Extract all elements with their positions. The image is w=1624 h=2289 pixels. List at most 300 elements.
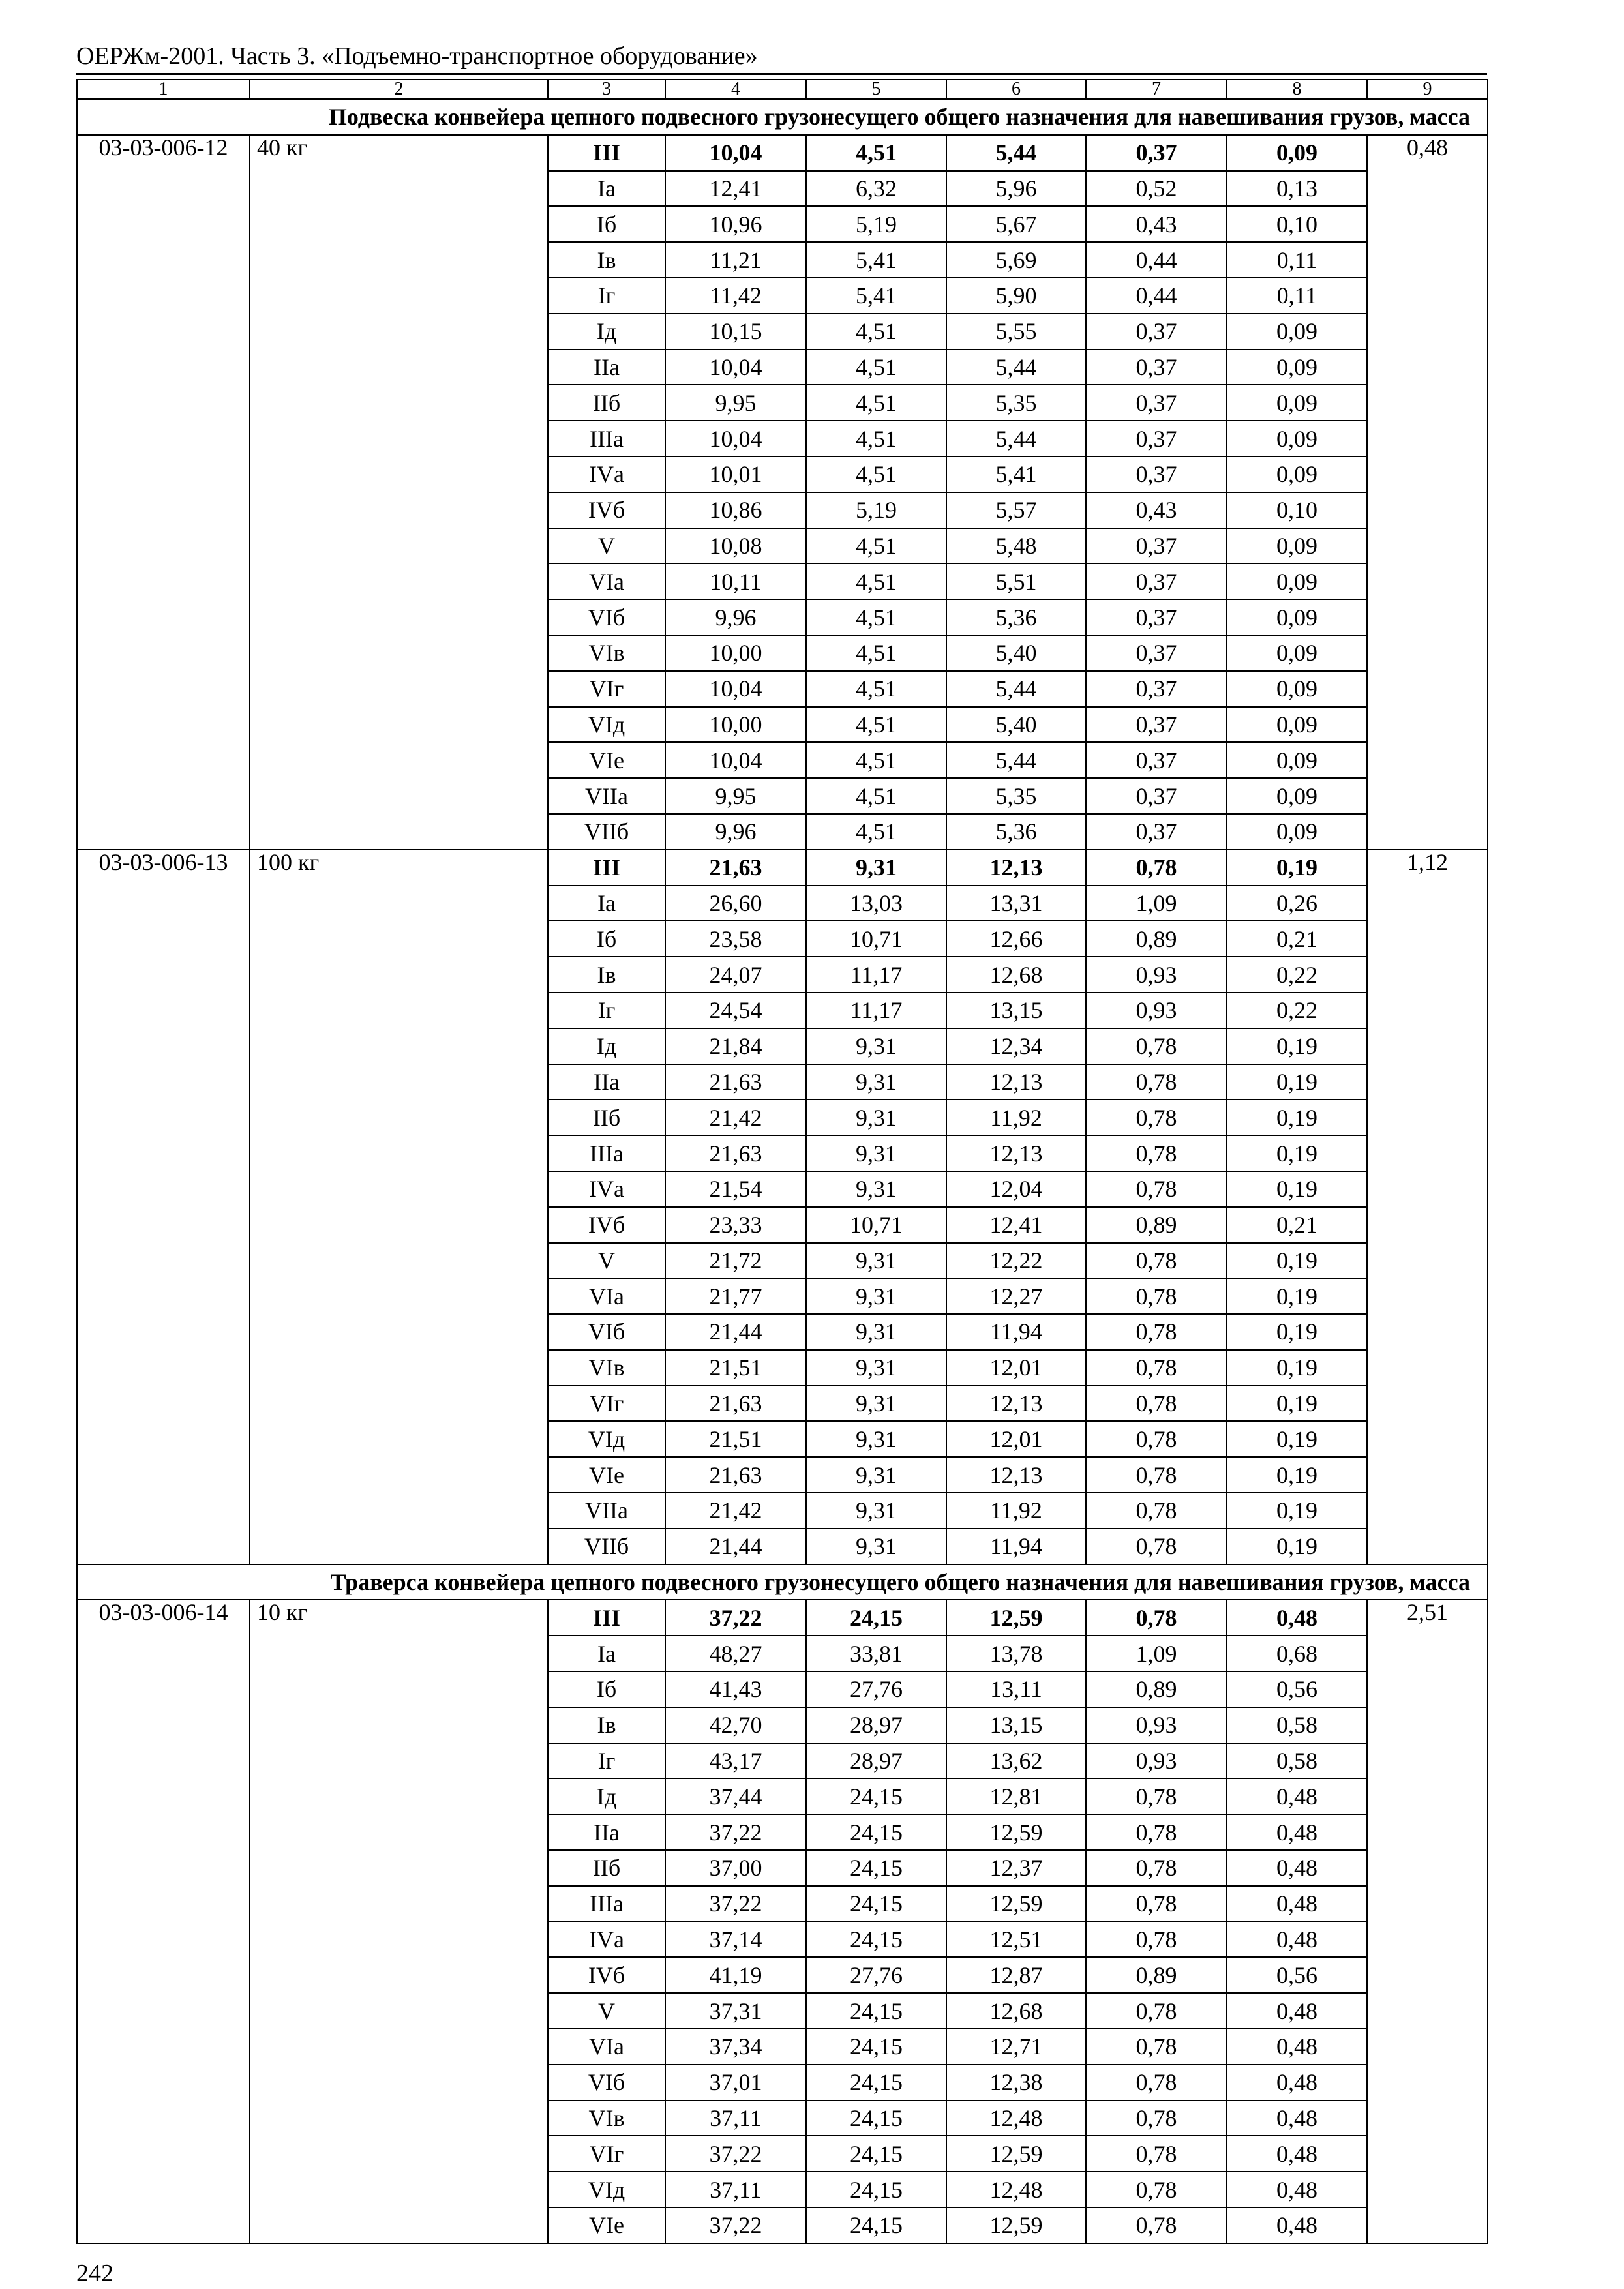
value-cell: 0,48 (1227, 2065, 1367, 2101)
value-cell: 0,78 (1086, 1850, 1227, 1886)
value-cell: 37,01 (665, 2065, 806, 2101)
zone-label: IVа (548, 456, 665, 492)
zone-label: Iа (548, 1636, 665, 1671)
value-cell: 0,89 (1086, 1671, 1227, 1707)
value-cell: 5,35 (946, 385, 1086, 421)
value-cell: 5,35 (946, 778, 1086, 814)
value-cell: 0,78 (1086, 2207, 1227, 2243)
value-cell: 24,15 (806, 1600, 946, 1636)
zone-label: VIIб (548, 814, 665, 850)
zone-label: IVа (548, 1171, 665, 1207)
value-cell: 0,78 (1086, 1457, 1227, 1493)
value-cell: 12,13 (946, 1386, 1086, 1422)
value-cell: 0,37 (1086, 421, 1227, 456)
value-cell: 5,41 (806, 278, 946, 314)
value-cell: 21,63 (665, 850, 806, 886)
value-cell: 5,55 (946, 314, 1086, 350)
value-cell: 0,37 (1086, 314, 1227, 350)
value-cell: 48,27 (665, 1636, 806, 1671)
rate-code: 03-03-006-13 (77, 850, 250, 1564)
value-cell: 10,04 (665, 671, 806, 707)
table-row (77, 1600, 1488, 1636)
value-cell: 0,78 (1086, 2136, 1227, 2172)
value-cell: 5,96 (946, 171, 1086, 207)
value-cell: 12,81 (946, 1778, 1086, 1814)
value-cell: 12,59 (946, 2207, 1086, 2243)
value-cell: 12,59 (946, 1886, 1086, 1922)
zone-label: VIб (548, 2065, 665, 2101)
section-title: Траверса конвейера цепного подвесного грузонесущего общего назначения для навешивания грузов, масса (77, 1564, 1488, 1600)
zone-label: IIIа (548, 421, 665, 456)
value-cell: 24,15 (806, 1778, 946, 1814)
value-cell: 0,19 (1227, 1100, 1367, 1135)
value-cell: 0,78 (1086, 1386, 1227, 1422)
value-cell: 5,90 (946, 278, 1086, 314)
value-cell: 4,51 (806, 671, 946, 707)
value-cell: 5,44 (946, 421, 1086, 456)
value-cell: 12,13 (946, 1064, 1086, 1100)
value-cell: 5,19 (806, 492, 946, 528)
zone-label: IVб (548, 492, 665, 528)
zone-label: VIг (548, 1386, 665, 1422)
zone-label: Iб (548, 921, 665, 957)
value-cell: 24,15 (806, 2136, 946, 2172)
value-cell: 11,92 (946, 1100, 1086, 1135)
value-cell: 0,56 (1227, 1671, 1367, 1707)
value-cell: 12,37 (946, 1850, 1086, 1886)
value-cell: 24,15 (806, 2101, 946, 2136)
value-cell: 9,96 (665, 814, 806, 850)
value-cell: 0,48 (1227, 2101, 1367, 2136)
value-cell: 0,09 (1227, 635, 1367, 671)
value-cell: 12,41 (665, 171, 806, 207)
value-cell: 24,15 (806, 2029, 946, 2065)
value-cell: 0,22 (1227, 957, 1367, 993)
value-cell: 0,44 (1086, 242, 1227, 278)
value-cell: 5,67 (946, 206, 1086, 242)
value-cell: 0,93 (1086, 1707, 1227, 1743)
value-cell: 4,51 (806, 456, 946, 492)
value-cell: 12,38 (946, 2065, 1086, 2101)
value-cell: 0,48 (1227, 1850, 1367, 1886)
value-cell: 5,69 (946, 242, 1086, 278)
value-cell: 0,19 (1227, 1493, 1367, 1529)
value-cell: 41,43 (665, 1671, 806, 1707)
value-cell: 0,78 (1086, 1314, 1227, 1350)
zone-label: IVа (548, 1922, 665, 1958)
value-cell: 21,54 (665, 1171, 806, 1207)
zone-label: Iб (548, 206, 665, 242)
value-cell: 0,09 (1227, 563, 1367, 599)
value-cell: 5,57 (946, 492, 1086, 528)
value-cell: 4,51 (806, 742, 946, 778)
value-cell: 0,78 (1086, 1278, 1227, 1314)
value-cell: 0,19 (1227, 1278, 1367, 1314)
value-cell: 1,09 (1086, 1636, 1227, 1671)
header-rule (76, 73, 1487, 75)
value-cell: 9,31 (806, 1314, 946, 1350)
value-cell: 37,31 (665, 1993, 806, 2029)
value-cell: 0,48 (1227, 2136, 1367, 2172)
zone-label: VIIб (548, 1529, 665, 1564)
value-cell: 10,08 (665, 528, 806, 564)
value-cell: 0,78 (1086, 1421, 1227, 1457)
value-cell: 9,31 (806, 1278, 946, 1314)
value-cell: 0,37 (1086, 135, 1227, 171)
value-cell: 5,40 (946, 707, 1086, 743)
value-cell: 4,51 (806, 421, 946, 456)
value-cell: 24,15 (806, 1993, 946, 2029)
zone-label: VIб (548, 1314, 665, 1350)
value-cell: 0,48 (1227, 1886, 1367, 1922)
value-cell: 13,15 (946, 1707, 1086, 1743)
section-title-row (77, 1564, 1488, 1600)
zone-label: IIIа (548, 1886, 665, 1922)
value-cell: 0,89 (1086, 1207, 1227, 1243)
value-cell: 9,31 (806, 1243, 946, 1279)
value-cell: 0,22 (1227, 993, 1367, 1028)
value-cell: 0,93 (1086, 957, 1227, 993)
value-cell: 0,93 (1086, 1743, 1227, 1779)
value-cell: 0,78 (1086, 2065, 1227, 2101)
value-cell: 24,15 (806, 1886, 946, 1922)
value-cell: 12,13 (946, 850, 1086, 886)
zone-label: Iа (548, 886, 665, 921)
value-cell: 0,19 (1227, 1171, 1367, 1207)
zone-label: VIб (548, 599, 665, 635)
value-cell: 9,31 (806, 1529, 946, 1564)
value-cell: 0,19 (1227, 1350, 1367, 1386)
value-cell: 10,96 (665, 206, 806, 242)
value-cell: 43,17 (665, 1743, 806, 1779)
rate-total: 0,48 (1367, 135, 1488, 850)
value-cell: 0,09 (1227, 671, 1367, 707)
zone-label: V (548, 528, 665, 564)
zone-label: Iд (548, 314, 665, 350)
value-cell: 0,37 (1086, 563, 1227, 599)
value-cell: 13,03 (806, 886, 946, 921)
zone-label: Iд (548, 1028, 665, 1064)
value-cell: 37,11 (665, 2101, 806, 2136)
zone-label: VIг (548, 2136, 665, 2172)
value-cell: 11,92 (946, 1493, 1086, 1529)
value-cell: 0,19 (1227, 1135, 1367, 1171)
value-cell: 12,68 (946, 1993, 1086, 2029)
value-cell: 0,78 (1086, 2029, 1227, 2065)
zone-label: VIа (548, 1278, 665, 1314)
zone-label: Iа (548, 171, 665, 207)
section-title-row (77, 99, 1488, 135)
value-cell: 0,37 (1086, 707, 1227, 743)
value-cell: 10,04 (665, 421, 806, 456)
zone-label: VIд (548, 2172, 665, 2207)
value-cell: 37,22 (665, 2207, 806, 2243)
zone-label: Iд (548, 1778, 665, 1814)
value-cell: 0,43 (1086, 206, 1227, 242)
value-cell: 0,37 (1086, 814, 1227, 850)
value-cell: 12,13 (946, 1457, 1086, 1493)
value-cell: 10,00 (665, 635, 806, 671)
value-cell: 0,78 (1086, 850, 1227, 886)
value-cell: 21,44 (665, 1314, 806, 1350)
value-cell: 0,78 (1086, 1243, 1227, 1279)
value-cell: 0,09 (1227, 314, 1367, 350)
column-number: 2 (250, 80, 548, 99)
value-cell: 10,11 (665, 563, 806, 599)
rate-total: 1,12 (1367, 850, 1488, 1564)
zone-label: VIIа (548, 778, 665, 814)
value-cell: 10,04 (665, 135, 806, 171)
value-cell: 0,21 (1227, 1207, 1367, 1243)
column-number: 5 (806, 80, 946, 99)
zone-label: Iб (548, 1671, 665, 1707)
value-cell: 9,31 (806, 1386, 946, 1422)
value-cell: 0,11 (1227, 242, 1367, 278)
value-cell: 21,77 (665, 1278, 806, 1314)
value-cell: 11,94 (946, 1529, 1086, 1564)
zone-label: VIг (548, 671, 665, 707)
value-cell: 24,15 (806, 2065, 946, 2101)
value-cell: 0,21 (1227, 921, 1367, 957)
value-cell: 0,78 (1086, 1064, 1227, 1100)
value-cell: 21,63 (665, 1457, 806, 1493)
value-cell: 0,09 (1227, 421, 1367, 456)
value-cell: 0,93 (1086, 993, 1227, 1028)
value-cell: 0,48 (1227, 1600, 1367, 1636)
value-cell: 0,78 (1086, 1600, 1227, 1636)
value-cell: 21,63 (665, 1135, 806, 1171)
value-cell: 0,78 (1086, 1028, 1227, 1064)
value-cell: 0,19 (1227, 850, 1367, 886)
value-cell: 21,51 (665, 1350, 806, 1386)
value-cell: 0,78 (1086, 1100, 1227, 1135)
value-cell: 0,44 (1086, 278, 1227, 314)
value-cell: 0,09 (1227, 778, 1367, 814)
rate-total: 2,51 (1367, 1600, 1488, 2243)
zone-label: Iг (548, 1743, 665, 1779)
value-cell: 12,87 (946, 1957, 1086, 1993)
value-cell: 0,37 (1086, 528, 1227, 564)
zone-label: VIв (548, 2101, 665, 2136)
value-cell: 37,44 (665, 1778, 806, 1814)
zone-label: IIIа (548, 1135, 665, 1171)
value-cell: 4,51 (806, 528, 946, 564)
value-cell: 5,41 (946, 456, 1086, 492)
value-cell: 13,31 (946, 886, 1086, 921)
value-cell: 26,60 (665, 886, 806, 921)
value-cell: 37,22 (665, 1814, 806, 1850)
zone-label: VIа (548, 563, 665, 599)
value-cell: 0,78 (1086, 2172, 1227, 2207)
rates-table (76, 79, 1488, 2244)
table-row (77, 850, 1488, 886)
value-cell: 4,51 (806, 778, 946, 814)
value-cell: 23,33 (665, 1207, 806, 1243)
value-cell: 27,76 (806, 1671, 946, 1707)
value-cell: 24,15 (806, 1922, 946, 1958)
value-cell: 0,68 (1227, 1636, 1367, 1671)
value-cell: 0,78 (1086, 1922, 1227, 1958)
zone-label: V (548, 1243, 665, 1279)
zone-label: IVб (548, 1957, 665, 1993)
value-cell: 12,41 (946, 1207, 1086, 1243)
zone-label: VIа (548, 2029, 665, 2065)
value-cell: 0,19 (1227, 1457, 1367, 1493)
value-cell: 0,48 (1227, 2172, 1367, 2207)
zone-label: V (548, 1993, 665, 2029)
value-cell: 13,15 (946, 993, 1086, 1028)
value-cell: 0,09 (1227, 599, 1367, 635)
zone-label: IVб (548, 1207, 665, 1243)
value-cell: 9,31 (806, 1135, 946, 1171)
value-cell: 21,84 (665, 1028, 806, 1064)
value-cell: 0,19 (1227, 1314, 1367, 1350)
value-cell: 23,58 (665, 921, 806, 957)
rate-code: 03-03-006-14 (77, 1600, 250, 2243)
value-cell: 4,51 (806, 814, 946, 850)
value-cell: 0,58 (1227, 1707, 1367, 1743)
value-cell: 0,78 (1086, 2101, 1227, 2136)
value-cell: 4,51 (806, 350, 946, 385)
value-cell: 28,97 (806, 1707, 946, 1743)
value-cell: 12,59 (946, 1814, 1086, 1850)
value-cell: 12,68 (946, 957, 1086, 993)
value-cell: 5,44 (946, 135, 1086, 171)
value-cell: 0,09 (1227, 350, 1367, 385)
value-cell: 0,13 (1227, 171, 1367, 207)
value-cell: 0,78 (1086, 1171, 1227, 1207)
value-cell: 0,48 (1227, 1778, 1367, 1814)
value-cell: 0,10 (1227, 492, 1367, 528)
value-cell: 0,78 (1086, 1886, 1227, 1922)
value-cell: 5,44 (946, 671, 1086, 707)
value-cell: 10,71 (806, 921, 946, 957)
value-cell: 9,31 (806, 1064, 946, 1100)
page-header: ОЕРЖм-2001. Часть 3. «Подъемно-транспортное оборудование» (76, 42, 758, 70)
zone-label: VIв (548, 635, 665, 671)
value-cell: 37,34 (665, 2029, 806, 2065)
value-cell: 12,13 (946, 1135, 1086, 1171)
column-number: 8 (1227, 80, 1367, 99)
zone-label: Iг (548, 278, 665, 314)
value-cell: 9,95 (665, 778, 806, 814)
value-cell: 0,78 (1086, 1135, 1227, 1171)
value-cell: 0,37 (1086, 385, 1227, 421)
column-number: 9 (1367, 80, 1488, 99)
value-cell: 10,00 (665, 707, 806, 743)
value-cell: 4,51 (806, 599, 946, 635)
value-cell: 13,11 (946, 1671, 1086, 1707)
value-cell: 0,19 (1227, 1064, 1367, 1100)
value-cell: 6,32 (806, 171, 946, 207)
zone-label: IIа (548, 1814, 665, 1850)
zone-label: VIIа (548, 1493, 665, 1529)
value-cell: 0,48 (1227, 2207, 1367, 2243)
section-title: Подвеска конвейера цепного подвесного грузонесущего общего назначения для навешивания грузов, масса (77, 99, 1488, 135)
value-cell: 11,94 (946, 1314, 1086, 1350)
value-cell: 9,31 (806, 1421, 946, 1457)
value-cell: 12,59 (946, 1600, 1086, 1636)
value-cell: 12,71 (946, 2029, 1086, 2065)
value-cell: 4,51 (806, 563, 946, 599)
value-cell: 0,10 (1227, 206, 1367, 242)
zone-label: VIе (548, 1457, 665, 1493)
value-cell: 0,26 (1227, 886, 1367, 921)
value-cell: 21,63 (665, 1064, 806, 1100)
value-cell: 0,89 (1086, 921, 1227, 957)
value-cell: 0,09 (1227, 814, 1367, 850)
value-cell: 10,04 (665, 742, 806, 778)
zone-label: III (548, 850, 665, 886)
value-cell: 11,17 (806, 957, 946, 993)
zone-label: VIв (548, 1350, 665, 1386)
value-cell: 0,48 (1227, 1922, 1367, 1958)
table-row (77, 135, 1488, 171)
value-cell: 11,42 (665, 278, 806, 314)
zone-label: VIд (548, 707, 665, 743)
zone-label: IIб (548, 1100, 665, 1135)
zone-label: VIд (548, 1421, 665, 1457)
value-cell: 0,52 (1086, 171, 1227, 207)
value-cell: 4,51 (806, 635, 946, 671)
value-cell: 9,31 (806, 1028, 946, 1064)
value-cell: 0,09 (1227, 456, 1367, 492)
value-cell: 13,62 (946, 1743, 1086, 1779)
value-cell: 4,51 (806, 707, 946, 743)
value-cell: 37,14 (665, 1922, 806, 1958)
zone-label: III (548, 135, 665, 171)
value-cell: 24,15 (806, 2172, 946, 2207)
zone-label: Iв (548, 957, 665, 993)
column-number: 4 (665, 80, 806, 99)
value-cell: 0,09 (1227, 742, 1367, 778)
value-cell: 12,04 (946, 1171, 1086, 1207)
value-cell: 9,31 (806, 1493, 946, 1529)
rate-code: 03-03-006-12 (77, 135, 250, 850)
column-number-row (77, 80, 1488, 99)
value-cell: 0,78 (1086, 1493, 1227, 1529)
zone-label: VIе (548, 2207, 665, 2243)
value-cell: 5,36 (946, 814, 1086, 850)
value-cell: 5,51 (946, 563, 1086, 599)
value-cell: 9,95 (665, 385, 806, 421)
value-cell: 10,71 (806, 1207, 946, 1243)
value-cell: 10,04 (665, 350, 806, 385)
value-cell: 28,97 (806, 1743, 946, 1779)
zone-label: IIа (548, 350, 665, 385)
value-cell: 4,51 (806, 135, 946, 171)
value-cell: 0,43 (1086, 492, 1227, 528)
value-cell: 33,81 (806, 1636, 946, 1671)
value-cell: 9,31 (806, 1100, 946, 1135)
value-cell: 5,41 (806, 242, 946, 278)
value-cell: 4,51 (806, 314, 946, 350)
zone-label: IIб (548, 1850, 665, 1886)
value-cell: 37,00 (665, 1850, 806, 1886)
value-cell: 9,31 (806, 1350, 946, 1386)
value-cell: 0,37 (1086, 599, 1227, 635)
value-cell: 24,15 (806, 2207, 946, 2243)
value-cell: 0,19 (1227, 1421, 1367, 1457)
value-cell: 9,31 (806, 1457, 946, 1493)
value-cell: 12,27 (946, 1278, 1086, 1314)
value-cell: 0,58 (1227, 1743, 1367, 1779)
value-cell: 0,09 (1227, 707, 1367, 743)
zone-label: Iг (548, 993, 665, 1028)
zone-label: IIа (548, 1064, 665, 1100)
value-cell: 21,72 (665, 1243, 806, 1279)
value-cell: 1,09 (1086, 886, 1227, 921)
